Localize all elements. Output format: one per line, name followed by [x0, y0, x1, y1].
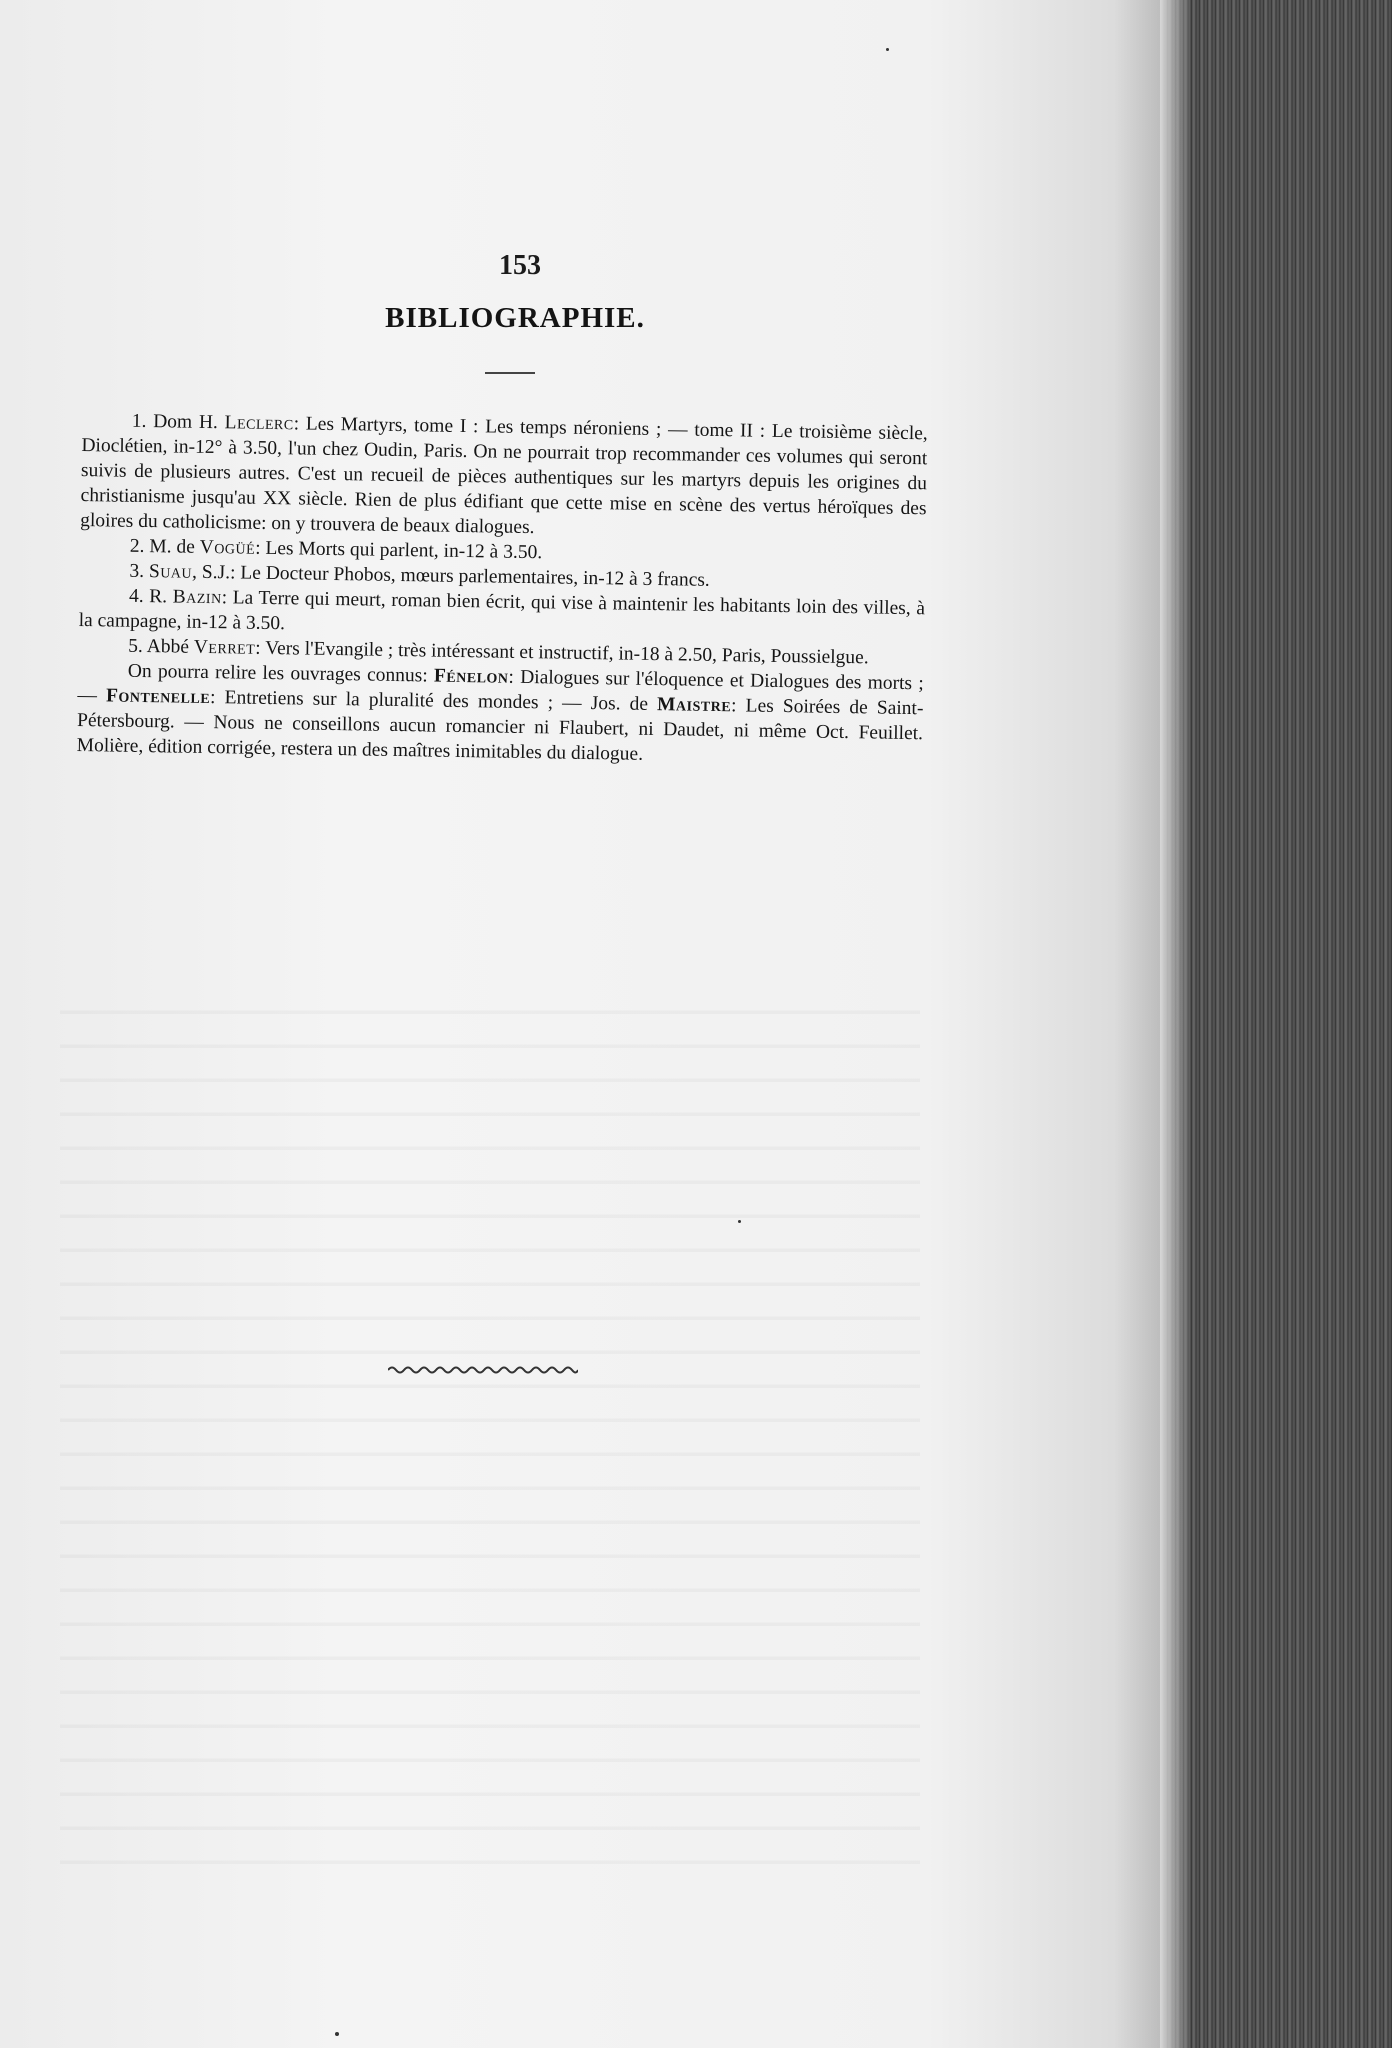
entry-3: 3. Suau, S.J.: Le Docteur Phobos, mœurs parlementaires, in-12 à 3 francs. — [129, 560, 710, 591]
author-name: Fontenelle — [105, 685, 211, 709]
title-rule — [485, 372, 535, 374]
author-name: Fénelon — [433, 665, 509, 688]
author-name: Leclerc — [224, 412, 294, 435]
paper-speck — [738, 1220, 741, 1223]
author-name: Verret — [193, 636, 256, 659]
entry-4: 4. R. Bazin: La Terre qui meurt, roman bien écrit, qui vise à maintenir les habitants loin des villes, à la campagne, in-12 à 3.50. — [78, 585, 926, 635]
closing-paragraph: On pourra relire les ouvrages connus: Fénelon: Dialogues sur l'éloquence et Dialogues des morts ; — Fontenelle: Entretiens sur la pluralité des mondes ; — Jos. de Maistre: Les Soirées de Saint-Pétersbourg. — Nous ne conseillons aucun romancier ni Flaubert, ni Daudet, ni même Oct. Feuillet. Molière, édition corrigée, restera un des maîtres inimitables du dialogue. — [76, 660, 924, 765]
show-through-text — [60, 980, 920, 1880]
book-fore-edge — [1160, 0, 1392, 2048]
entry-1: 1. Dom H. Leclerc: Les Martyrs, tome I : Les temps néroniens ; — tome II : Le troisième siècle, Dioclétien, in-12° à 3.50, l'un chez Oudin, Paris. On ne pourrait trop recommander ces volumes qui seront suivis de plusieurs autres. C'est un recueil de pièces authentiques sur les martyrs depuis les origines du christianisme jusqu'au XX siècle. Rien de plus édifiant que cette mise en scène des vertus héroïques des gloires du catholicisme: on y trouvera de beaux dialogues. — [80, 410, 928, 539]
author-name: Vogüé — [199, 536, 256, 559]
wavy-ornament-rule — [388, 1364, 578, 1376]
entry-2: 2. M. de Vogüé: Les Morts qui parlent, in-12 à 3.50. — [129, 535, 543, 564]
author-name: Maistre — [656, 694, 732, 717]
author-name: Suau — [148, 561, 193, 583]
paper-speck — [335, 2032, 339, 2036]
paper-speck — [886, 48, 889, 51]
author-name: Bazin — [172, 586, 222, 609]
page-title: BIBLIOGRAPHIE. — [385, 302, 645, 334]
page-number: 153 — [499, 250, 541, 281]
entry-5: 5. Abbé Verret: Vers l'Evangile ; très intéressant et instructif, in-18 à 2.50, Paris, Poussielgue. — [128, 635, 869, 669]
bibliography-body — [77, 408, 928, 771]
